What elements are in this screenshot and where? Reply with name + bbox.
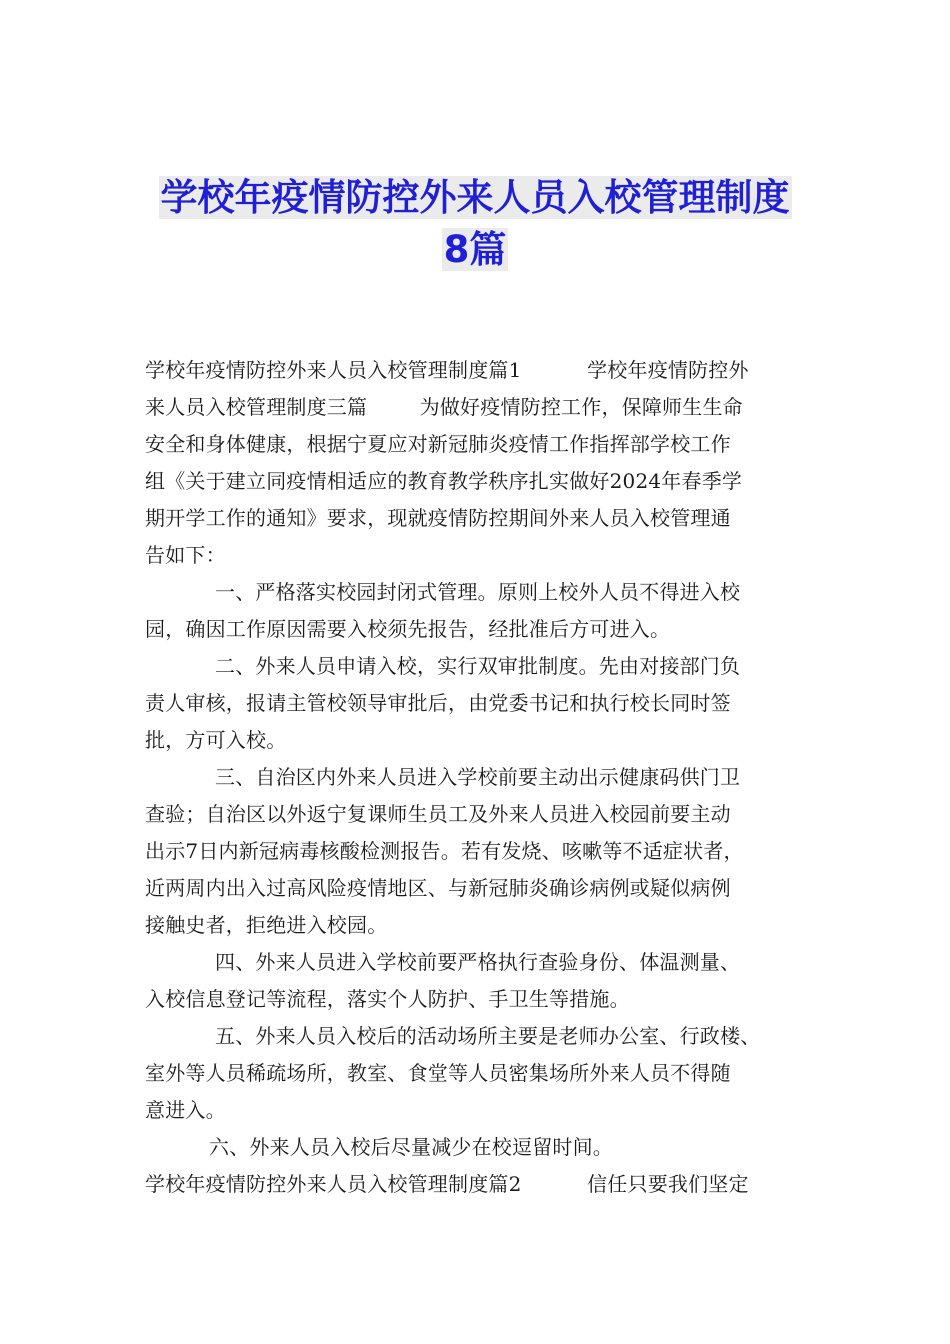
- body-line: 五、外来人员入校后的活动场所主要是老师办公室、行政楼、: [215, 1024, 761, 1048]
- body-line: 责人审核，报请主管校领导审批后，由党委书记和执行校长同时签: [145, 691, 731, 715]
- body-line: 告如下：: [145, 543, 226, 567]
- body-line: 批，方可入校。: [145, 728, 287, 752]
- body-line: 组《关于建立同疫情相适应的教育教学秩序扎实做好2024年春季学: [145, 469, 743, 493]
- body-line: 学校年疫情防控外来人员入校管理制度篇1 学校年疫情防控外: [145, 358, 749, 382]
- body-line: 期开学工作的通知》要求，现就疫情防控期间外来人员入校管理通: [145, 506, 731, 530]
- body-line: 出示7日内新冠病毒核酸检测报告。若有发烧、咳嗽等不适症状者，: [145, 839, 744, 863]
- body-line: 来人员入校管理制度三篇 为做好疫情防控工作，保障师生生命: [145, 395, 743, 419]
- body-line: 意进入。: [145, 1098, 226, 1122]
- document-body: [145, 352, 825, 1203]
- body-line: 六、外来人员入校后尽量减少在校逗留时间。: [209, 1135, 613, 1159]
- body-line: 三、自治区内外来人员进入学校前要主动出示健康码供门卫: [215, 765, 741, 789]
- body-line: 安全和身体健康，根据宁夏应对新冠肺炎疫情工作指挥部学校工作: [145, 432, 731, 456]
- title-line-2: 8篇: [443, 228, 507, 271]
- body-line: 入校信息登记等流程，落实个人防护、手卫生等措施。: [145, 987, 630, 1011]
- document-title: [0, 172, 950, 276]
- body-line: 接触史者，拒绝进入校园。: [145, 913, 388, 937]
- body-line: 室外等人员稀疏场所，教室、食堂等人员密集场所外来人员不得随: [145, 1061, 731, 1085]
- body-line: 四、外来人员进入学校前要严格执行查验身份、体温测量、: [215, 950, 741, 974]
- body-line: 一、严格落实校园封闭式管理。原则上校外人员不得进入校: [215, 580, 741, 604]
- body-line: 学校年疫情防控外来人员入校管理制度篇2 信任只要我们坚定: [145, 1172, 749, 1196]
- title-line-1: 学校年疫情防控外来人员入校管理制度: [160, 176, 790, 219]
- body-line: 近两周内出入过高风险疫情地区、与新冠肺炎确诊病例或疑似病例: [145, 876, 731, 900]
- body-line: 园，确因工作原因需要入校须先报告，经批准后方可进入。: [145, 617, 671, 641]
- body-line: 查验；自治区以外返宁复课师生员工及外来人员进入校园前要主动: [145, 802, 731, 826]
- body-line: 二、外来人员申请入校，实行双审批制度。先由对接部门负: [215, 654, 741, 678]
